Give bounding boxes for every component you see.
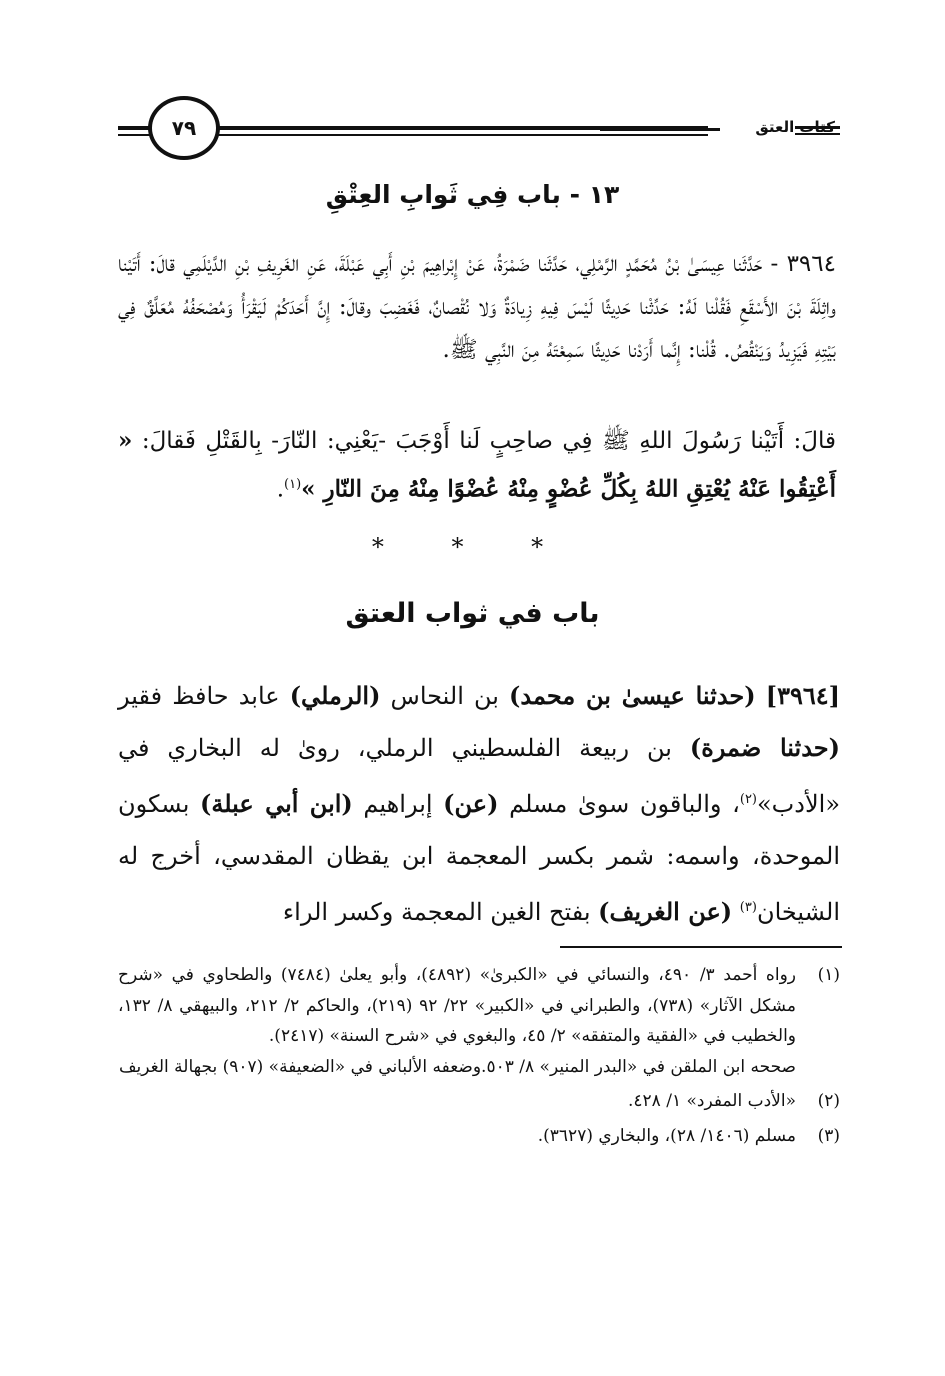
sentence-end: .: [276, 476, 284, 503]
text-run: عابد حافظ فقير: [118, 682, 290, 710]
from-marker: (عن): [443, 789, 499, 818]
footnote-text: مسلم (١٤٠٦/ ٢٨)، والبخاري (٣٦٢٧).: [537, 1125, 796, 1146]
footnote-number: (٢): [817, 1091, 840, 1111]
hadith-paragraph-2: [118, 419, 836, 512]
hadith-paragraph-1: ٣٩٦٤ - حَدَّثَنا عِيسَىٰ بْنُ مُحَمَّدٍ الرَّمْلِي، حَدَّثَنا ضَمْرَةُ، عَنْ إِبْراهِيمَ بْنِ أَبِي عَبْلَةَ، عَنِ الغَرِيفِ بْنِ الدَّيْلَمِي قالَ: أَتَيْنا واثِلَةَ بْنَ الأَسْقَعِ فَقُلْنا لَهُ: حَدِّثْنا حَدِيثًا لَيْسَ فِيهِ زِيادَةٌ وَلا نُقْصانٌ، فَغَضِبَ وقالَ: إِنَّ أَحَدَكُمْ لَيَقْرَأُ وَمُصْحَفُهُ مُعَلَّقٌ فِي بَيْتِهِ فَيَزِيدُ وَيَنْقُصُ. قُلْنا: إِنَّما أَرَدْنا حَدِيثًا سَمِعْتَهُ مِنَ النَّبِي ﷺ.: [118, 251, 836, 363]
narrator-2: (حدثنا ضمرة): [689, 733, 840, 762]
text-run: بسكون الموحدة، واسمه: شمر بكسر المعجمة ابن يقظان المقدسي، أخرج له الشيخان: [118, 790, 840, 926]
footnote-2: [118, 1086, 840, 1117]
narrator-nisba: (الرملي): [289, 681, 381, 710]
text-run: بفتح الغين المعجمة وكسر الراء: [282, 898, 599, 926]
footnote-ref-2[interactable]: (٢): [739, 792, 757, 807]
commentary-paragraph: [118, 670, 840, 938]
footnote-text: «الأدب المفرد» ١/ ٤٢٨.: [628, 1091, 796, 1111]
narrator-3: (ابن أبي عبلة): [200, 789, 353, 818]
footnotes: [118, 960, 840, 1151]
chapter-heading: ١٣ - باب فِي ثَوابِ العِتْقِ: [325, 180, 620, 209]
footnote-ref-1[interactable]: (١): [284, 477, 302, 492]
hadith-ref-number: [٣٩٦٤]: [765, 681, 840, 710]
footnote-ref-3[interactable]: (٣): [739, 900, 757, 915]
page-number-badge: [148, 96, 220, 160]
narrator-4: (عن الغريف): [598, 897, 733, 926]
footnote-number: (٣): [817, 1125, 840, 1146]
text-run: [732, 898, 740, 926]
narrator-1: (حدثنا عيسىٰ بن محمد): [509, 681, 756, 710]
footnote-3: [118, 1121, 840, 1152]
footnote-separator: [560, 946, 842, 948]
running-header-title: كتاب العتق: [755, 118, 835, 136]
footnote-text: رواه أحمد ٣/ ٤٩٠، والنسائي في «الكبرىٰ» (٤٨٩٢)، وأبو يعلىٰ (٧٤٨٤) والطحاوي في «شرح مشكل الآثار» (٧٣٨)، والطبراني في «الكبير» ٢٢/ ٩٢ (٢١٩)، والحاكم ٢/ ٢١٢، والبيهقي ٨/ ١٣٢، والخطيب في «الفقية والمتفقه» ٢/ ٤٥، والبغوي في «شرح السنة» (٢٤١٧).: [118, 965, 796, 1046]
text-run: بن النحاس: [380, 682, 510, 710]
hadith-intro: قالَ: أَتَيْنا رَسُولَ اللهِ ﷺ فِي صاحِبٍ لَنا أَوْجَبَ -يَعْنِي: النّارَ- بِالقَتْلِ فَقالَ:: [141, 428, 836, 454]
footnote-number: (١): [817, 965, 840, 985]
text-run: إبراهيم: [352, 790, 444, 818]
text-run: ، والباقون سوىٰ مسلم: [498, 790, 740, 818]
section-separator: * * *: [371, 533, 574, 561]
footnote-1-continuation: صححه ابن الملقن في «البدر المنير» ٨/ ٥٠٣.وضعفه الألباني في «الضعيفة» (٩٠٧) بجهالة الغريف: [118, 1056, 796, 1077]
footnote-1: [118, 960, 840, 1052]
commentary-heading: باب في ثواب العتق: [345, 598, 600, 629]
text-run: بن ربيعة الفلسطيني الرملي، روىٰ له البخاري في «الأدب»: [118, 734, 841, 818]
page-number: ٧٩: [171, 116, 197, 140]
prophetic-saying: « أَعْتِقُوا عَنْهُ يُعْتِقِ اللهُ بِكُلِّ عُضْوٍ مِنْهُ عُضْوًا مِنْهُ مِنَ النّارِ »: [118, 427, 836, 503]
